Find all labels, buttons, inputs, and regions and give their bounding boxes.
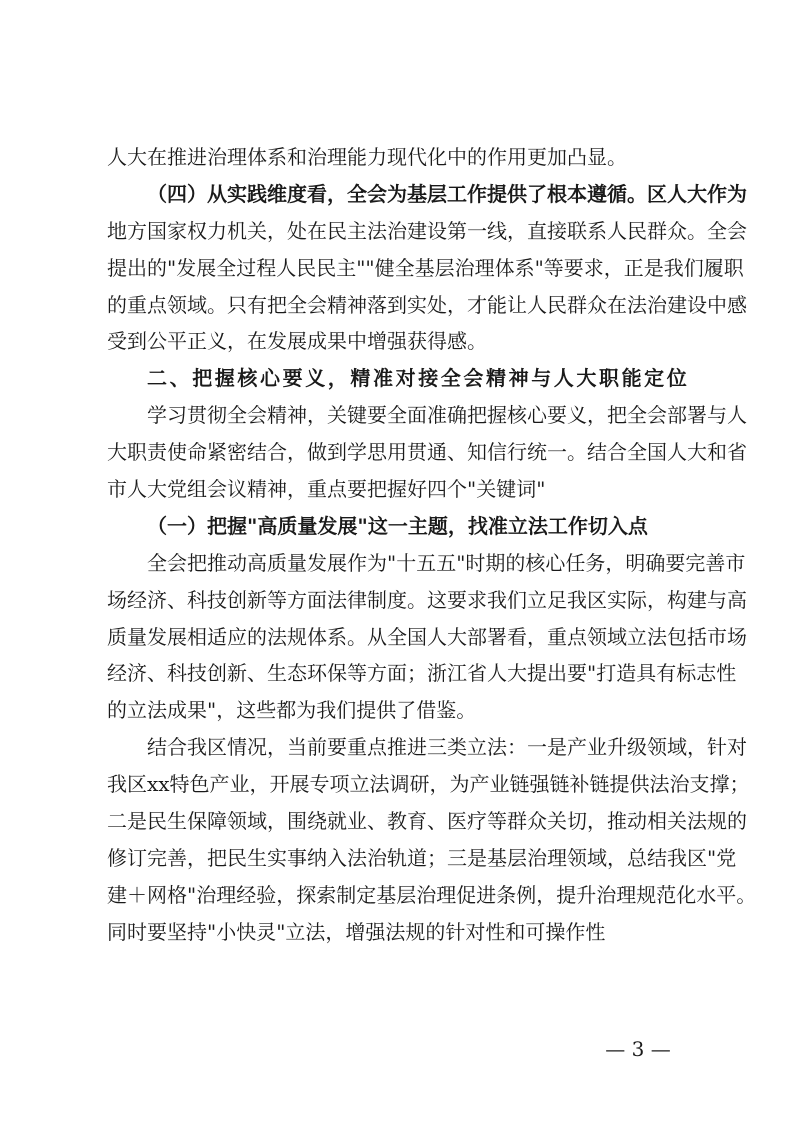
text-line: 经济、科技创新、生态环保等方面；浙江省人大提出要"打造具有标志性 [107,661,737,686]
text-line: 的立法成果"，这些都为我们提供了借鉴。 [107,698,477,723]
text-line: 结合我区情况，当前要重点推进三类立法：一是产业升级领域，针对 [147,735,747,760]
text-line: 场经济、科技创新等方面法律制度。这要求我们立足我区实际，构建与高 [107,587,747,612]
text-line: 修订完善，把民生实事纳入法治轨道；三是基层治理领域，总结我区"党 [107,845,737,870]
text-line: 的重点领域。只有把全会精神落到实处，才能让人民群众在法治建设中感 [107,292,747,317]
text-line: 建＋网格"治理经验，探索制定基层治理促进条例，提升治理规范化水平。 [107,882,757,907]
text-line: 提出的"发展全过程人民民主""健全基层治理体系"等要求，正是我们履职 [107,255,744,280]
page-body [107,139,757,951]
text-line: 同时要坚持"小快灵"立法，增强法规的针对性和可操作性 [107,919,606,944]
section-heading: 二、把握核心要义，精准对接全会精神与人大职能定位 [147,366,687,391]
text-line: 二是民生保障领域，围绕就业、教育、医疗等群众关切，推动相关法规的 [107,809,747,834]
text-line: 大职责使命紧密结合，做到学思用贯通、知信行统一。结合全国人大和省 [107,440,747,465]
text-line: 我区xx特色产业，开展专项立法调研，为产业链强链补链提供法治支撑； [107,772,750,797]
text-line: 市人大党组会议精神，重点要把握好四个"关键词" [107,477,546,502]
text-line: 受到公平正义，在发展成果中增强获得感。 [107,329,487,354]
section-subheading-line: （四）从实践维度看，全会为基层工作提供了根本遵循。区人大作为 [147,181,747,206]
text-line: 人大在推进治理体系和治理能力现代化中的作用更加凸显。 [107,145,627,169]
text-line: 全会把推动高质量发展作为"十五五"时期的核心任务，明确要完善市 [147,550,746,575]
text-line: 地方国家权力机关，处在民主法治建设第一线，直接联系人民群众。全会 [107,218,747,243]
text-line: 质量发展相适应的法规体系。从全国人大部署看，重点领域立法包括市场 [107,624,747,649]
text-line: 学习贯彻全会精神，关键要全面准确把握核心要义，把全会部署与人 [147,403,747,428]
section-subheading: （一）把握"高质量发展"这一主题，找准立法工作切入点 [147,513,648,538]
page-number: — 3 — [605,1037,671,1061]
